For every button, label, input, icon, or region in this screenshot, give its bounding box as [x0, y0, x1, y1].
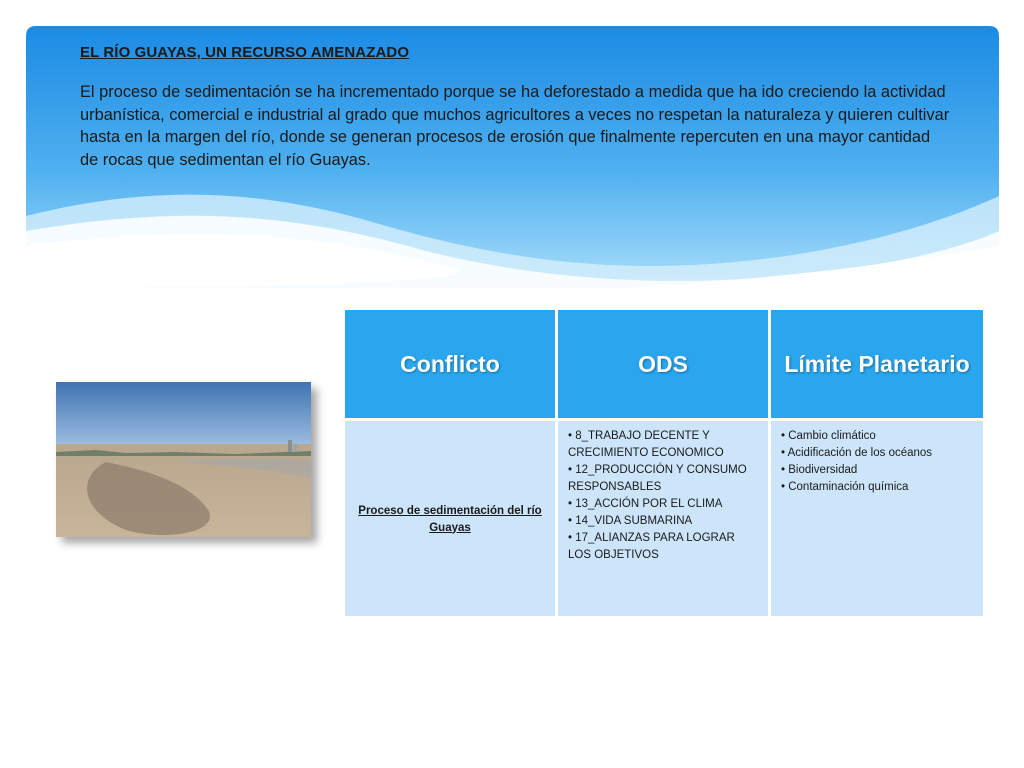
list-item: • Contaminación química — [781, 481, 909, 493]
list-item: • Acidificación de los océanos — [781, 447, 933, 459]
header-limite-planetario: Límite Planetario — [771, 310, 983, 421]
list-item: • Cambio climático — [781, 430, 876, 442]
list-item: • 8_TRABAJO DECENTE Y CRECIMIENTO ECONOMICO — [568, 430, 724, 459]
list-item: • 12_PRODUCCIÓN Y CONSUMO RESPONSABLES — [568, 464, 747, 493]
header-text — [80, 44, 950, 171]
conflict-cell: Proceso de sedimentación del río Guayas — [345, 421, 555, 616]
list-item: • Biodiversidad — [781, 464, 858, 476]
list-item: • 14_VIDA SUBMARINA — [568, 515, 693, 527]
table-row — [345, 421, 983, 616]
header-ods: ODS — [558, 310, 768, 421]
limits-cell — [771, 421, 983, 616]
header-banner — [26, 26, 999, 288]
river-photo — [56, 382, 311, 537]
intro-paragraph: El proceso de sedimentación se ha incrementado porque se ha deforestado a medida que ha ido creciendo la actividad urbanística, comercial e industrial al grado que muchos agricultores a veces no respetan la naturaleza y quieren cultivar hasta en la margen del río, donde se generan procesos de erosión que finalmente repercuten en una mayor cantidad de rocas que sedimentan el río Guayas. — [80, 83, 950, 169]
header-conflicto: Conflicto — [345, 310, 555, 421]
list-item: • 17_ALIANZAS PARA LOGRAR LOS OBJETIVOS — [568, 532, 735, 561]
conflict-table — [342, 310, 986, 616]
ods-cell — [558, 421, 768, 616]
list-item: • 13_ACCIÓN POR EL CLIMA — [568, 498, 723, 510]
page-title: EL RÍO GUAYAS, UN RECURSO AMENAZADO — [80, 44, 410, 61]
